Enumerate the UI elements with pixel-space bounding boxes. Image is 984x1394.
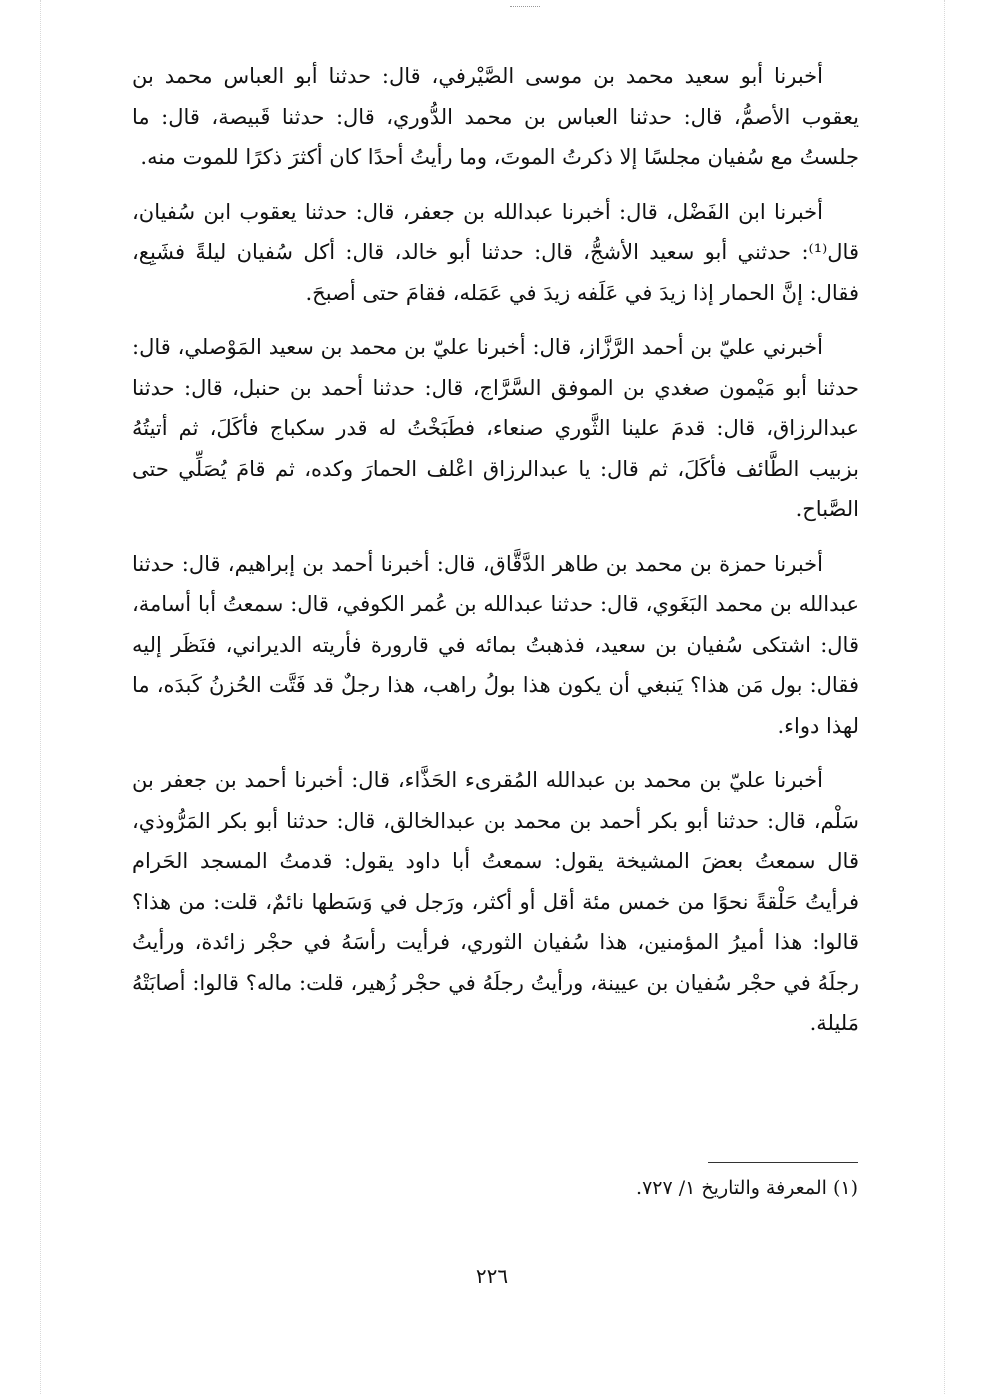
paragraph-3: أخبرني عليّ بن أحمد الرَّزَّاز، قال: أخبرنا عليّ بن محمد بن سعيد المَوْصلي، قال: حدثنا أبو مَيْمون صغدي بن الموفق السَّرَّاج، قال: حدثنا أحمد بن حنبل، قال: حدثنا عبدالرزاق، قال: قدمَ علينا الثَّوري صنعاء، فطَبَخْتُ له قدر سكباج فأكَلَ، ثم أتيتُهُ بزبيب الطَّائف فأكَلَ، ثم قال: يا عبدالرزاق اعْلف الحمارَ وكده، ثم قامَ يُصَلِّي حتى الصَّباح. <box>132 335 859 521</box>
page-number: ٢٢٦ <box>475 1264 509 1288</box>
footnote: (١) المعرفة والتاريخ ١/ ٧٢٧. <box>636 1177 858 1199</box>
footnote-divider <box>708 1162 858 1163</box>
scan-edge-left <box>40 0 41 1394</box>
scan-top-mark <box>510 0 540 7</box>
scan-edge-right <box>944 0 945 1394</box>
paragraph-5: أخبرنا عليّ بن محمد بن عبدالله المُقرىء الحَذَّاء، قال: أخبرنا أحمد بن جعفر بن سَلْم، قال: حدثنا أبو بكر أحمد بن محمد بن عبدالخالق، قال: حدثنا أبو بكر المَرُّوذي، قال سمعتُ بعضَ المشيخة يقول: سمعتُ أبا داود يقول: قدمتُ المسجد الحَرام فرأيتُ حَلْقةً نحوًا من خمس مئة أقل أو أكثر، ورَجل في وَسَطها نائمٌ، قلت: من هذا؟ قالوا: هذا أميرُ المؤمنين، هذا سُفيان الثوري، فرأيت رأسَهُ في حجْر زائدة، ورأيتُ رجلَهُ في حجْر سُفيان بن عيينة، ورأيتُ رجلَهُ في حجْر زُهير، قلت: ماله؟ قالوا: أصابَتْهُ مَليلة. <box>132 768 859 1035</box>
paragraph-2: أخبرنا ابن الفَضْل، قال: أخبرنا عبدالله بن جعفر، قال: حدثنا يعقوب ابن سُفيان، قال⁽¹⁾: حدثني أبو سعيد الأشجُّ، قال: حدثنا أبو خالد، قال: أكل سُفيان ليلةً فشَبِع، فقال: إنَّ الحمار إذا زيدَ في عَلَفه زيدَ في عَمَله، فقامَ حتى أصبحَ. <box>132 199 859 305</box>
paragraph-4: أخبرنا حمزة بن محمد بن طاهر الدَّقَّاق، قال: أخبرنا أحمد بن إبراهيم، قال: حدثنا عبدالله بن محمد البَغَوي، قال: حدثنا عبدالله بن عُمر الكوفي، قال: سمعتُ أبا أسامة، قال: اشتكى سُفيان بن سعيد، فذهبتُ بمائه في قارورة فأريته الديراني، فنَظَر إليه فقال: بول مَن هذا؟ يَنبغي أن يكون هذا بولُ راهب، هذا رجلٌ قد فَتَّت الحُزنُ كَبدَه، ما لهذا دواء. <box>132 551 859 738</box>
paragraph-1: أخبرنا أبو سعيد محمد بن موسى الصَّيْرفي، قال: حدثنا أبو العباس محمد بن يعقوب الأصمُّ، قال: حدثنا العباس بن محمد الدُّوري، قال: حدثنا قَبيصة، قال: ما جلستُ مع سُفيان مجلسًا إلا ذكرتُ الموتَ، وما رأيتُ أحدًا كان أكثرَ ذكرًا للموت منه. <box>132 64 859 169</box>
main-text <box>132 56 859 1058</box>
